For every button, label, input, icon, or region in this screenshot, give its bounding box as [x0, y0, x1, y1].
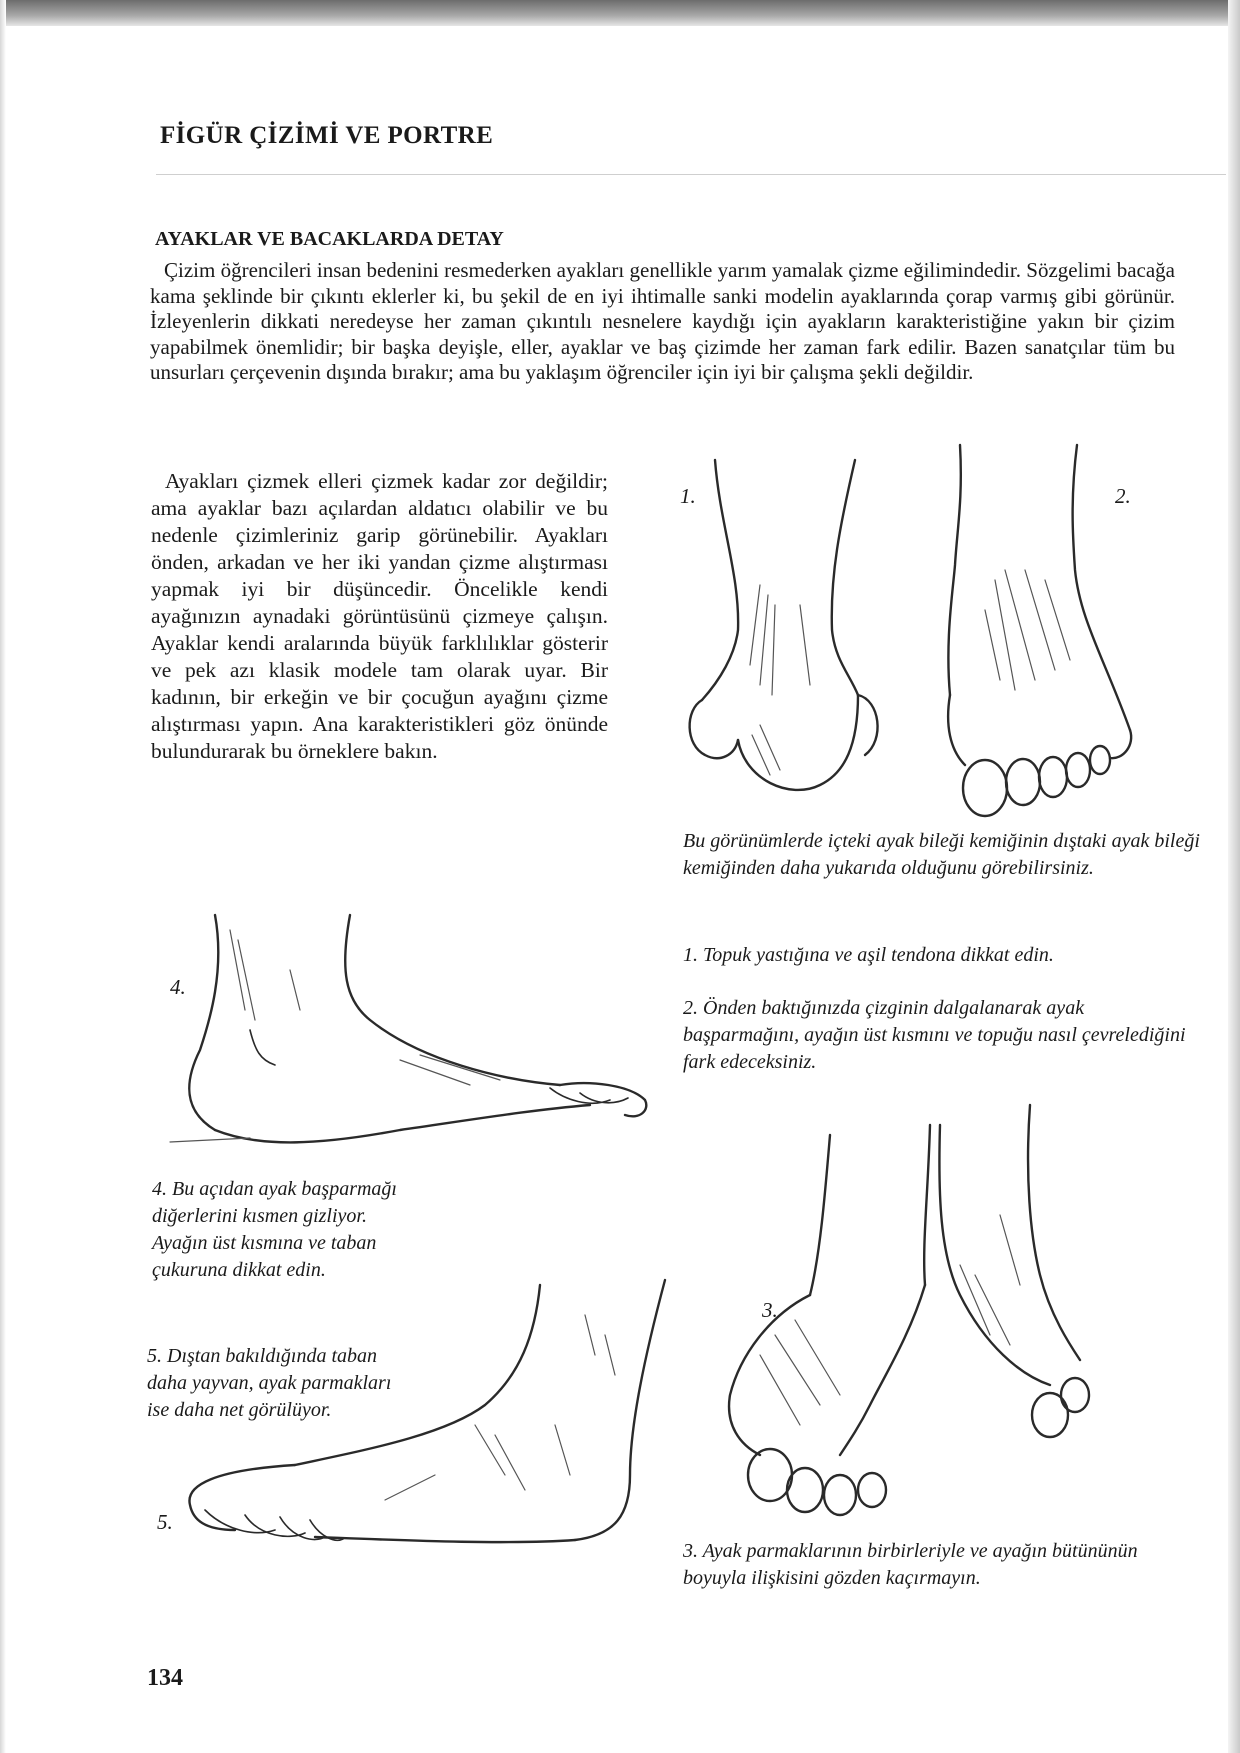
caption-4: 4. Bu açıdan ayak başparmağı diğerlerini kısmen gizliyor. Ayağın üst kısmına ve taban çukuruna dikkat edin.	[152, 1178, 397, 1281]
caption-3: 3. Ayak parmaklarının birbirleriyle ve ayağın bütününün boyuyla ilişkisini gözden kaçırmayın.	[683, 1540, 1138, 1589]
figure-2-foot-front-drawing	[945, 440, 1135, 830]
figure-3-label: 3.	[762, 1298, 778, 1322]
caption-views: Bu görünümlerde içteki ayak bileği kemiğinin dıştaki ayak bileği kemiğinden daha yukarıda olduğunu görebilirsiniz.	[683, 830, 1200, 879]
running-title: FİGÜR ÇİZİMİ VE PORTRE	[160, 122, 494, 149]
figure-5-label: 5.	[157, 1510, 173, 1534]
figure-1-label: 1.	[680, 484, 696, 508]
scan-top-edge	[0, 0, 1240, 26]
header-rule	[156, 174, 1226, 175]
page-number: 134	[147, 1665, 183, 1691]
caption-1: 1. Topuk yastığına ve aşil tendona dikkat edin.	[683, 944, 1054, 966]
scan-right-edge	[1228, 0, 1240, 1753]
figure-3-foot-angled-drawing	[700, 1095, 1100, 1545]
scan-left-edge	[0, 0, 6, 1753]
body-paragraph: Ayakları çizmek elleri çizmek kadar zor değildir; ama ayaklar bazı açılardan aldatıcı olabilir ve bu nedenle çizimleriniz garip görünebilir. Ayakları önden, arkadan ve her iki yandan çizme alıştırması yapmak iyi bir düşüncedir. Öncelikle kendi ayağınızın aynadaki görüntüsünü çizmeye çalışın. Ayaklar kendi aralarında büyük farklılıklar gösterir ve pek azı klasik modele tam olarak uyar. Bir kadının, bir erkeğin ve bir çocuğun ayağını çizme alıştırması yapın. Ana karakteristikleri göz önünde bulundurarak bu örneklere bakın.	[151, 469, 608, 763]
caption-5: 5. Dıştan bakıldığında taban daha yayvan, ayak parmakları ise daha net görülüyor.	[147, 1345, 392, 1421]
figure-1-heel-back-drawing	[680, 455, 880, 825]
intro-paragraph: Çizim öğrencileri insan bedenini resmederken ayakları genellikle yarım yamalak çizme eğilimindedir. Sözgelimi bacağa kama şeklinde bir çıkıntı eklerler ki, bu şekil de en iyi ihtimalle sanki modelin ayaklarında çorap varmış gibi görünür. İzleyenlerin dikkati neredeyse her zaman çıkıntılı nesnelere kaydığı için ayakların karakteristiğine yakın bir çizim yapabilmek önemlidir; bir başka deyişle, eller, ayaklar ve baş çizimde her zaman fark edilir. Bazen sanatçılar tüm bu unsurları çerçevenin dışında bırakır; ama bu yaklaşım öğrenciler için iyi bir çalışma şekli değildir.	[150, 258, 1175, 384]
figure-4-label: 4.	[170, 975, 186, 999]
section-title: AYAKLAR VE BACAKLARDA DETAY	[155, 228, 504, 250]
figure-5-foot-outside-drawing	[175, 1275, 675, 1575]
figure-2-label: 2.	[1115, 484, 1131, 508]
caption-2: 2. Önden baktığınızda çizginin dalgalanarak ayak başparmağını, ayağın üst kısmını ve topuğu nasıl çevrelediğini fark edeceksiniz.	[683, 997, 1186, 1073]
figure-4-foot-inside-drawing	[170, 910, 660, 1160]
